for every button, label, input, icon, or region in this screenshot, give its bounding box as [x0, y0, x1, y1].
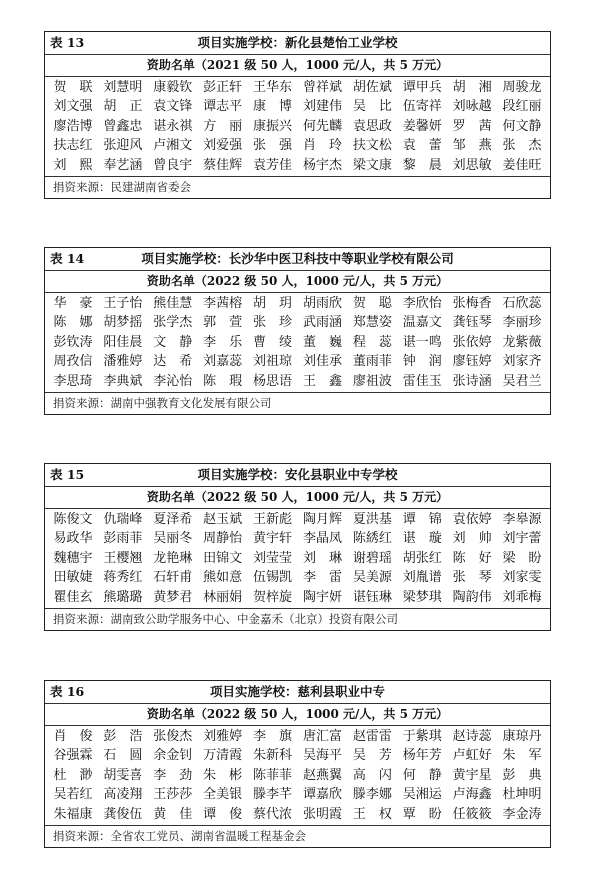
student-name: 刘思敏 [452, 157, 492, 173]
student-name: 余金钊 [153, 748, 193, 764]
student-name: 龚钰琴 [452, 315, 492, 331]
student-name: 夏泽希 [153, 512, 193, 527]
table-header [45, 464, 550, 487]
student-name: 陈俊文 [53, 512, 93, 527]
student-name: 奉艺涵 [103, 157, 143, 173]
student-name: 卢湘文 [153, 138, 193, 154]
student-name: 刘宇蕾 [502, 531, 542, 547]
student-name: 袁思政 [352, 118, 392, 134]
student-name: 谭 俊 [203, 806, 243, 822]
student-name: 黄宇星 [452, 767, 492, 783]
table-subtitle: 资助名单（2022 级 50 人，1000 元/人，共 5 万元） [45, 487, 550, 509]
student-name: 曾鑫忠 [103, 118, 143, 134]
student-name: 刘雅婷 [203, 729, 243, 744]
table-number: 表 13 [50, 35, 85, 50]
student-name: 潘雅婷 [103, 354, 143, 370]
student-name: 张明霞 [302, 806, 342, 822]
student-name: 田锦文 [203, 550, 243, 566]
student-name: 谌钰琳 [352, 589, 392, 605]
student-name: 彭钦涛 [53, 334, 93, 350]
student-name: 刘爱强 [203, 138, 243, 154]
table-number: 表 14 [50, 251, 85, 266]
student-name: 谷强霖 [53, 748, 93, 764]
student-name: 陶宇妍 [302, 589, 342, 605]
student-name: 胡梦摇 [103, 315, 143, 331]
student-name: 彭正轩 [203, 80, 243, 95]
table-subtitle: 资助名单（2022 级 50 人，1000 元/人，共 5 万元） [45, 271, 550, 293]
student-name: 胡 玥 [253, 296, 293, 311]
student-name: 武雨涵 [302, 315, 342, 331]
student-name: 胡 湘 [452, 80, 492, 95]
student-name: 曹 绫 [253, 334, 293, 350]
student-name: 谢碧瑶 [352, 550, 392, 566]
student-name: 胡 正 [103, 99, 143, 115]
student-name: 文 静 [153, 334, 193, 350]
student-name: 李欣怡 [402, 296, 442, 311]
student-name: 李茜榕 [203, 296, 243, 311]
student-name: 贺 联 [53, 80, 93, 95]
name-grid [45, 509, 550, 609]
student-name: 全美银 [203, 787, 243, 803]
student-name: 周骏龙 [502, 80, 542, 95]
student-name: 康毅钦 [153, 80, 193, 95]
student-name: 张学杰 [153, 315, 193, 331]
student-name: 易政华 [53, 531, 93, 547]
student-name: 廖浩博 [53, 118, 93, 134]
student-name: 肖 玲 [302, 138, 342, 154]
student-name: 瞿佳玄 [53, 589, 93, 605]
student-name: 陈 好 [452, 550, 492, 566]
student-name: 高 闪 [352, 767, 392, 783]
student-name: 滕李娜 [352, 787, 392, 803]
student-name: 张 杰 [502, 138, 542, 154]
student-name: 刘家雯 [502, 570, 542, 586]
student-name: 刘胤谱 [402, 570, 442, 586]
student-name: 刘佳承 [302, 354, 342, 370]
student-name: 唐汇富 [302, 729, 342, 744]
student-name: 赵燕翼 [302, 767, 342, 783]
donation-source: 捐资来源：全省农工党员、湖南省温暖工程基金会 [53, 829, 306, 844]
student-name: 廖祖波 [352, 373, 392, 389]
student-name: 赵诗蕊 [452, 729, 492, 744]
student-name: 姜佳旺 [502, 157, 542, 173]
student-name: 任筱筱 [452, 806, 492, 822]
student-name: 龚俊伍 [103, 806, 143, 822]
student-name: 李 雷 [302, 570, 342, 586]
student-name: 华 豪 [53, 296, 93, 311]
student-name: 朱 彬 [203, 767, 243, 783]
student-name: 贺 聪 [352, 296, 392, 311]
student-name: 钟 润 [402, 354, 442, 370]
student-name: 蔡佳辉 [203, 157, 243, 173]
table-header [45, 681, 550, 704]
student-name: 石 圆 [103, 748, 143, 764]
student-name: 张 强 [253, 138, 293, 154]
student-name: 曾祥斌 [302, 80, 342, 95]
student-name: 龙紫薇 [502, 334, 542, 350]
student-name: 石欣蕊 [502, 296, 542, 311]
student-name: 杨宇杰 [302, 157, 342, 173]
student-name: 廖钰婷 [452, 354, 492, 370]
table-header [45, 248, 550, 271]
student-name: 雷佳玉 [402, 373, 442, 389]
student-name: 董 巍 [302, 334, 342, 350]
student-name: 董雨菲 [352, 354, 392, 370]
student-name: 陈綉红 [352, 531, 392, 547]
student-name: 吴丽冬 [153, 531, 193, 547]
student-name: 王莎莎 [153, 787, 193, 803]
student-name: 刘建伟 [302, 99, 342, 115]
student-name: 扶志红 [53, 138, 93, 154]
student-name: 吴君兰 [502, 373, 542, 389]
student-name: 邹 燕 [452, 138, 492, 154]
student-name: 王 鑫 [302, 373, 342, 389]
donation-source: 捐资来源：湖南中强教育文化发展有限公司 [53, 396, 272, 411]
student-name: 田敏婕 [53, 570, 93, 586]
student-name: 王子怡 [103, 296, 143, 311]
student-name: 魏穗宇 [53, 550, 93, 566]
student-name: 谭嘉欣 [302, 787, 342, 803]
student-name: 何先麟 [302, 118, 342, 134]
student-name: 王华东 [253, 80, 293, 95]
student-name: 李皋源 [502, 512, 542, 527]
student-name: 谌一鸣 [402, 334, 442, 350]
student-name: 刘家齐 [502, 354, 542, 370]
student-name: 张诗涵 [452, 373, 492, 389]
student-name: 龙艳琳 [153, 550, 193, 566]
student-name: 朱新科 [253, 748, 293, 764]
table-13 [44, 31, 551, 199]
student-name: 刘嘉蕊 [203, 354, 243, 370]
student-name: 何文静 [502, 118, 542, 134]
student-name: 刘慧明 [103, 80, 143, 95]
student-name: 曾良宇 [153, 157, 193, 173]
student-name: 谌永祺 [153, 118, 193, 134]
student-name: 黄梦君 [153, 589, 193, 605]
student-name: 仇瑞峰 [103, 512, 143, 527]
student-name: 陶月辉 [302, 512, 342, 527]
student-name: 杨思语 [253, 373, 293, 389]
student-name: 胡张红 [402, 550, 442, 566]
name-grid [45, 726, 550, 826]
student-name: 张 珍 [253, 315, 293, 331]
student-name: 赵雷雷 [352, 729, 392, 744]
student-name: 熊璐璐 [103, 589, 143, 605]
student-name: 于紫琪 [402, 729, 442, 744]
student-name: 夏洪基 [352, 512, 392, 527]
student-name: 李 劲 [153, 767, 193, 783]
student-name: 卢虹好 [452, 748, 492, 764]
name-grid [45, 77, 550, 177]
student-name: 李丽珍 [502, 315, 542, 331]
student-name: 段红丽 [502, 99, 542, 115]
student-name: 蒋秀红 [103, 570, 143, 586]
student-name: 吴海平 [302, 748, 342, 764]
table-number: 表 16 [50, 684, 85, 699]
student-name: 谭甲兵 [402, 80, 442, 95]
student-name: 张 琴 [452, 570, 492, 586]
student-name: 吴湘运 [402, 787, 442, 803]
student-name: 达 希 [153, 354, 193, 370]
student-name: 罗 茜 [452, 118, 492, 134]
table-title: 项目实施学校：长沙华中医卫科技中等职业学校有限公司 [141, 251, 454, 266]
student-name: 刘 熙 [53, 157, 93, 173]
student-name: 李金涛 [502, 806, 542, 822]
student-name: 彭雨菲 [103, 531, 143, 547]
student-name: 熊如意 [203, 570, 243, 586]
student-name: 蔡代浓 [253, 806, 293, 822]
table-number: 表 15 [50, 467, 85, 482]
student-name: 扶文松 [352, 138, 392, 154]
student-name: 刘乖梅 [502, 589, 542, 605]
table-title: 项目实施学校：慈利县职业中专 [209, 684, 385, 699]
table-subtitle: 资助名单（2021 级 50 人，1000 元/人，共 5 万元） [45, 55, 550, 77]
student-name: 刘祖琼 [253, 354, 293, 370]
table-title: 项目实施学校：新化县楚怡工业学校 [197, 35, 398, 50]
donation-source: 捐资来源：民建湖南省委会 [53, 180, 191, 195]
student-name: 袁芳佳 [253, 157, 293, 173]
student-name: 刘莹莹 [253, 550, 293, 566]
student-name: 陶韵伟 [452, 589, 492, 605]
student-name: 李晶凤 [302, 531, 342, 547]
student-name: 伍寄祥 [402, 99, 442, 115]
student-name: 赵玉斌 [203, 512, 243, 527]
student-name: 李 旗 [253, 729, 293, 744]
student-name: 姜馨妍 [402, 118, 442, 134]
student-name: 黄 佳 [153, 806, 193, 822]
student-name: 彭 浩 [103, 729, 143, 744]
student-name: 卢海鑫 [452, 787, 492, 803]
student-name: 杜 渺 [53, 767, 93, 783]
student-name: 熊佳慧 [153, 296, 193, 311]
student-name: 何 静 [402, 767, 442, 783]
student-name: 肖 俊 [53, 729, 93, 744]
student-name: 吴 芳 [352, 748, 392, 764]
student-name: 阳佳晨 [103, 334, 143, 350]
student-name: 郑慧姿 [352, 315, 392, 331]
student-name: 张迎风 [103, 138, 143, 154]
student-name: 袁依婷 [452, 512, 492, 527]
student-name: 刘 琳 [302, 550, 342, 566]
student-name: 王新彪 [253, 512, 293, 527]
student-name: 李 乐 [203, 334, 243, 350]
student-name: 刘文强 [53, 99, 93, 115]
student-name: 万清霞 [203, 748, 243, 764]
student-name: 谭 锦 [402, 512, 442, 527]
student-name: 贺梓旋 [253, 589, 293, 605]
student-name: 胡雨欣 [302, 296, 342, 311]
student-name: 石轩甫 [153, 570, 193, 586]
student-name: 杜坤明 [502, 787, 542, 803]
table-15 [44, 463, 551, 631]
student-name: 李典斌 [103, 373, 143, 389]
student-name: 郭 萱 [203, 315, 243, 331]
student-name: 王 权 [352, 806, 392, 822]
student-name: 陈 瑕 [203, 373, 243, 389]
student-name: 谌 璇 [402, 531, 442, 547]
student-name: 方 丽 [203, 118, 243, 134]
student-name: 彭 典 [502, 767, 542, 783]
student-name: 梁梦琪 [402, 589, 442, 605]
student-name: 周孜信 [53, 354, 93, 370]
student-name: 朱 军 [502, 748, 542, 764]
student-name: 吴若红 [53, 787, 93, 803]
student-name: 黄宇轩 [253, 531, 293, 547]
student-name: 张俊杰 [153, 729, 193, 744]
student-name: 谭志平 [203, 99, 243, 115]
student-name: 覃 盼 [402, 806, 442, 822]
student-name: 高凌翔 [103, 787, 143, 803]
student-name: 胡佐斌 [352, 80, 392, 95]
student-name: 吴美源 [352, 570, 392, 586]
name-grid [45, 293, 550, 393]
donation-source: 捐资来源：湖南致公助学服务中心、中金嘉禾（北京）投资有限公司 [53, 612, 398, 627]
student-name: 康琼丹 [502, 729, 542, 744]
student-name: 张梅香 [452, 296, 492, 311]
student-name: 程 蕊 [352, 334, 392, 350]
table-title: 项目实施学校：安化县职业中专学校 [197, 467, 398, 482]
student-name: 周静怡 [203, 531, 243, 547]
student-name: 陈菲菲 [253, 767, 293, 783]
student-name: 袁 蕾 [402, 138, 442, 154]
student-name: 李思琦 [53, 373, 93, 389]
student-name: 刘咏越 [452, 99, 492, 115]
student-name: 杨年芳 [402, 748, 442, 764]
student-name: 王樱翘 [103, 550, 143, 566]
table-header [45, 32, 550, 55]
student-name: 温嘉文 [402, 315, 442, 331]
student-name: 陈 娜 [53, 315, 93, 331]
student-name: 刘 帅 [452, 531, 492, 547]
student-name: 滕李芊 [253, 787, 293, 803]
student-name: 林丽娟 [203, 589, 243, 605]
student-name: 梁 盼 [502, 550, 542, 566]
student-name: 胡雯喜 [103, 767, 143, 783]
student-name: 梁文康 [352, 157, 392, 173]
student-name: 袁文锋 [153, 99, 193, 115]
student-name: 张依婷 [452, 334, 492, 350]
student-name: 康振兴 [253, 118, 293, 134]
student-name: 伍锡凯 [253, 570, 293, 586]
student-name: 吴 比 [352, 99, 392, 115]
student-name: 黎 晨 [402, 157, 442, 173]
table-14 [44, 247, 551, 415]
student-name: 康 博 [253, 99, 293, 115]
student-name: 朱福康 [53, 806, 93, 822]
table-subtitle: 资助名单（2022 级 50 人，1000 元/人，共 5 万元） [45, 704, 550, 726]
student-name: 李沁怡 [153, 373, 193, 389]
table-16 [44, 680, 551, 848]
